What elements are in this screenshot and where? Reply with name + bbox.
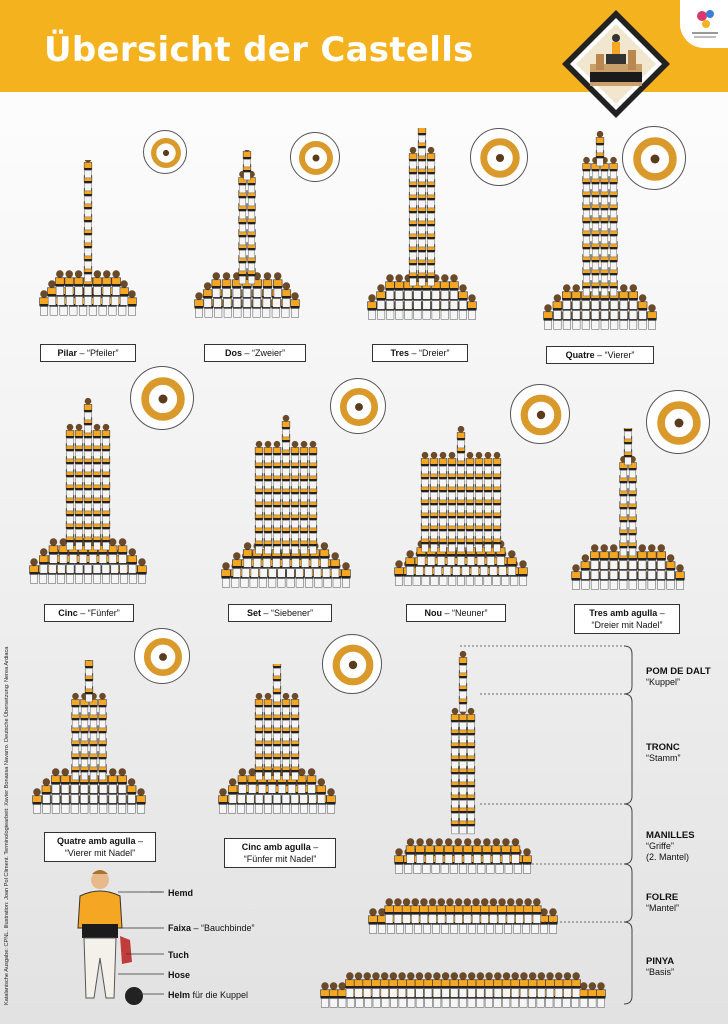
part-tuch: Tuch [168,950,189,960]
topview-cinc-amb-agulla [322,634,382,694]
topview-tres-amb-agulla [646,390,710,454]
figure-tres [364,128,480,334]
level-folre: FOLRE “Mantel” [646,892,680,913]
topview-ring-icon [471,129,529,187]
topview-quatre-amb-agulla [134,628,190,684]
level-brackets [460,644,640,1014]
figure-dos [190,150,304,332]
figure-quatre-amb-agulla [30,660,148,828]
topview-ring-icon [623,127,687,191]
topview-tres [470,128,528,186]
part-hemd: Hemd [168,888,194,898]
topview-ring-icon [647,391,711,455]
label-quatre-amb-agulla: Quatre amb agulla – “Vierer mit Nadel” [44,832,156,862]
figure-pilar [36,160,140,330]
part-hose: Hose [168,970,191,980]
page-title: Übersicht der Castells [44,30,474,70]
label-pilar: Pilar – “Pfeiler” [40,344,136,362]
topview-quatre [622,126,686,190]
label-set: Set – “Siebener” [228,604,332,622]
level-pinya: PINYA “Basis” [646,956,675,977]
label-dos: Dos – “Zweier” [204,344,306,362]
part-faixa: Faixa – “Bauchbinde” [168,923,255,933]
topview-ring-icon [291,133,341,183]
topview-dos [290,132,340,182]
topview-pilar [143,130,187,174]
label-tres: Tres – “Dreier” [372,344,468,362]
publisher-logo [680,0,728,48]
casteller-leader-lines [118,888,170,998]
topview-cinc [130,366,194,430]
part-helm: Helm für die Kuppel [168,990,249,1000]
label-quatre: Quatre – “Vierer” [546,346,654,364]
level-tronc: TRONC “Stamm” [646,742,681,763]
castellers-de-berlin-logo [560,8,672,120]
topview-ring-icon [131,367,195,431]
label-tres-amb-agulla: Tres amb agulla – “Dreier mit Nadel” [574,604,680,634]
topview-ring-icon [135,629,191,685]
topview-ring-icon [144,131,188,175]
topview-nou [510,384,570,444]
level-pom-de-dalt: POM DE DALT “Kuppel” [646,666,711,687]
label-nou: Nou – “Neuner” [406,604,506,622]
topview-ring-icon [511,385,571,445]
topview-ring-icon [323,635,383,695]
publisher-logo-icon [680,0,728,48]
topview-set [330,378,386,434]
credits-text: Katalanische Ausgabe: CPNL. Illustration: Joan Pol Climent. Terminologiearbeit: Xavier Bonassa Navarro. Deutsche Übersetzung: Nerea Ardiaca [4,646,10,1005]
topview-ring-icon [331,379,387,435]
level-manilles: MANILLES “Griffe” (2. Mantel) [646,830,695,862]
label-cinc-amb-agulla: Cinc amb agulla – “Fünfer mit Nadel” [224,838,336,868]
label-cinc: Cinc – “Fünfer” [44,604,134,622]
